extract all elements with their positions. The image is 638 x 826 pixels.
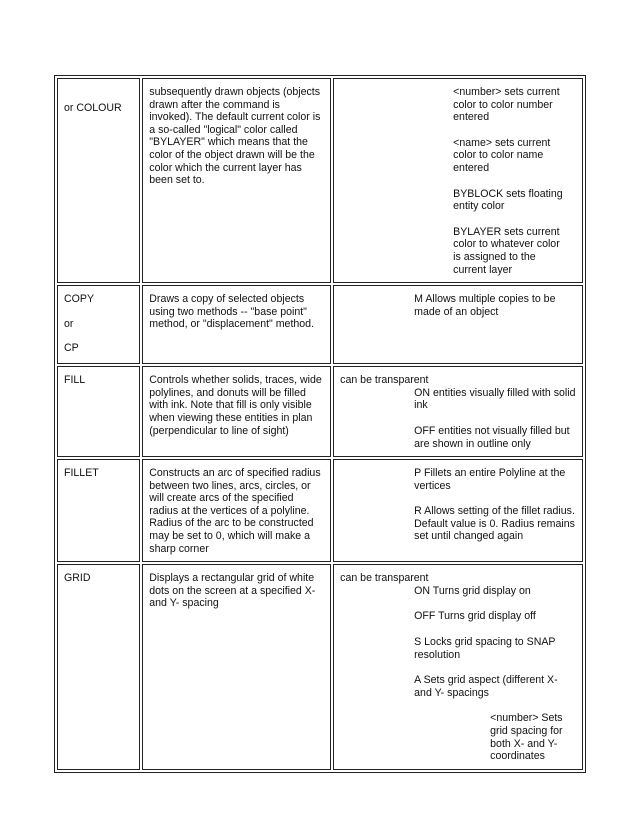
sub-option-text: <number> Sets grid spacing for both X- and Y- coordinates <box>490 712 563 763</box>
command-name: COPY <box>64 293 95 306</box>
option-text: ON Turns grid display on <box>414 584 531 597</box>
option-text: BYLAYER sets current color to whatever color is assigned to the current layer <box>453 225 560 276</box>
option-text: ON entities visually filled with solid ink <box>414 386 576 412</box>
description-cell <box>142 459 331 562</box>
description-cell <box>142 78 331 283</box>
transparency-note: can be transparent <box>340 374 429 387</box>
command-name: or <box>64 317 74 330</box>
option-text: OFF entities not visually filled but are shown in outline only <box>414 424 570 450</box>
description-cell <box>142 366 331 457</box>
description-text: subsequently drawn objects (objects drawn after the command is invoked). The default current color is a so-called "logical" color called "BYLAYER" which means that the color of the object drawn will be the color which the current layer has been set to. <box>149 86 321 187</box>
command-name: or COLOUR <box>64 102 122 114</box>
transparency-note: can be transparent <box>340 572 429 585</box>
option-text: <name> sets current color to color name entered <box>453 136 551 174</box>
options-cell <box>333 366 583 457</box>
command-name: FILL <box>64 374 86 387</box>
command-cell <box>57 459 140 562</box>
options-cell <box>333 78 583 283</box>
option-text: P Fillets an entire Polyline at the vertices <box>414 467 566 492</box>
table-row-grid <box>57 564 583 770</box>
options-cell <box>333 459 583 562</box>
table-row-fillet <box>57 459 583 562</box>
command-name: FILLET <box>64 467 99 480</box>
command-name: GRID <box>64 572 91 585</box>
table-row-fill <box>57 366 583 457</box>
option-text: BYBLOCK sets floating entity color <box>453 187 563 213</box>
command-cell <box>57 78 140 283</box>
description-cell <box>142 285 331 364</box>
description-text: Constructs an arc of specified radius between two lines, arcs, circles, or will create arcs of the specified radius at the vertices of a polyline. Radius of the arc to be constructed may be set to 0, which will make a sharp corner <box>149 467 321 555</box>
description-cell <box>142 564 331 770</box>
command-cell <box>57 564 140 770</box>
command-name: CP <box>64 342 79 355</box>
command-cell <box>57 285 140 364</box>
table-row-copy <box>57 285 583 364</box>
option-text: OFF Turns grid display off <box>414 610 536 623</box>
options-cell <box>333 285 583 364</box>
option-text: <number> sets current color to color number entered <box>453 86 560 124</box>
command-cell <box>57 366 140 457</box>
description-text: Draws a copy of selected objects using two methods -- "base point" method, or "displacement" method. <box>149 293 315 331</box>
description-text: Displays a rectangular grid of white dots on the screen at a specified X- and Y- spacing <box>149 572 316 610</box>
command-reference-sheet <box>54 75 586 773</box>
description-text: Controls whether solids, traces, wide polylines, and donuts will be filled with ink. Note that fill is only visible when viewing these entities in plan (perpendicular to line of sight) <box>149 374 322 437</box>
option-text: M Allows multiple copies to be made of an object <box>414 293 556 318</box>
option-text: A Sets grid aspect (different X- and Y- spacings <box>414 674 558 699</box>
option-text: S Locks grid spacing to SNAP resolution <box>414 636 556 661</box>
option-text: R Allows setting of the fillet radius. Default value is 0. Radius remains set until changed again <box>414 505 575 543</box>
table-row-colour <box>57 78 583 283</box>
options-cell <box>333 564 583 770</box>
command-table <box>54 75 586 773</box>
